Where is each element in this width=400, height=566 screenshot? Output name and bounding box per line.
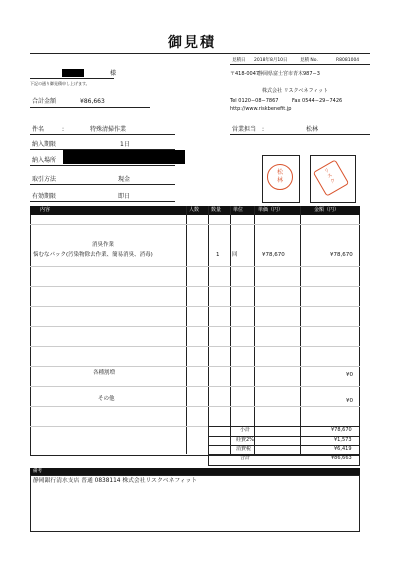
- row-sep: [30, 386, 360, 387]
- total-underline: [30, 107, 150, 108]
- item2-amount: ¥0: [346, 372, 353, 378]
- tax-label: 消費税: [236, 446, 252, 452]
- header-persons: 人数: [189, 207, 200, 213]
- place-underline: [30, 165, 175, 166]
- item3-title: その他: [98, 396, 115, 402]
- estimate-no-label: 見積 No.: [300, 58, 318, 63]
- col-divider-4: [254, 206, 255, 454]
- row-sep: [30, 366, 360, 367]
- total-amount-label: 合計金額: [32, 98, 57, 105]
- grand-total-value: ¥86,663: [331, 455, 352, 461]
- company-url: http://www.riskbenefit.jp: [230, 106, 292, 112]
- meta-underline: [230, 64, 370, 65]
- page-title: 御見積: [168, 35, 216, 51]
- col-divider-5: [300, 206, 301, 454]
- subject-colon: :: [62, 126, 65, 133]
- subtotal-label: 小計: [240, 427, 251, 433]
- items-table: [30, 206, 360, 456]
- subject-value: 特殊清掃作業: [90, 126, 127, 133]
- validity-label: 有効期限: [32, 193, 57, 200]
- company-name: 株式会社 リスクベネフィット: [262, 88, 329, 94]
- header-unit: 単位: [233, 207, 244, 213]
- delivery-period-label: 納入期限: [32, 141, 57, 148]
- client-name-redaction: [62, 69, 84, 77]
- row-sep: [30, 286, 360, 287]
- company-seal-text: リスク: [323, 167, 337, 186]
- row-sep: [30, 346, 360, 347]
- staff-colon: :: [262, 126, 265, 133]
- item1-unit-price: ¥78,670: [262, 252, 285, 258]
- delivery-place-label: 納入場所: [32, 157, 57, 164]
- item2-title: 各種割増: [93, 370, 116, 376]
- subtotal-value: ¥78,670: [331, 427, 352, 433]
- company-tel: Tel 0120−08−7867: [230, 98, 279, 104]
- staff-underline: [230, 134, 370, 135]
- payment-method-value: 現金: [118, 176, 131, 183]
- col-divider-2: [208, 206, 209, 454]
- remarks-text: 静岡銀行清水支店 普通 0838114 株式会社リスクベネフィット: [33, 478, 198, 484]
- client-note: 下記の通り御見積申し上げます。: [30, 81, 90, 86]
- item1-description: 悩むなパック(汚染物除去作業、簡易消臭、消毒): [33, 252, 153, 258]
- header-content: 内容: [40, 207, 51, 213]
- date-value: 2018年8月10日: [254, 58, 288, 63]
- row-sep: [30, 306, 360, 307]
- header-amount: 金額（円）: [314, 207, 340, 213]
- company-postal: 〒418-0047: [230, 71, 260, 77]
- item1-amount: ¥78,670: [330, 252, 353, 258]
- remarks-label: 備考: [33, 469, 42, 474]
- company-address: 静岡県富士宮市青木987−3: [258, 71, 320, 77]
- payment-method-label: 取引方法: [32, 176, 57, 183]
- subject-label: 件名: [32, 126, 45, 133]
- grand-total-label: 合計: [240, 455, 251, 461]
- delivery-place-redaction: [63, 150, 185, 164]
- item3-amount: ¥0: [346, 398, 353, 404]
- header-unit-price: 単価（円）: [258, 207, 284, 213]
- row-sep: [30, 406, 360, 407]
- validity-underline: [30, 201, 175, 202]
- item1-unit: 回: [232, 252, 238, 258]
- delivery-period-value: 1日: [120, 141, 130, 148]
- col-divider-3: [230, 206, 231, 454]
- company-fax: Fax 0544−29−7426: [292, 98, 343, 104]
- staff-name: 松林: [306, 126, 319, 133]
- validity-value: 即日: [118, 193, 131, 200]
- row-sep: [30, 326, 360, 327]
- date-label: 見積日: [232, 58, 246, 63]
- tax-value: ¥6,419: [334, 446, 352, 452]
- personal-seal-text: 松林: [276, 169, 283, 184]
- row-sep: [30, 266, 360, 267]
- staff-label: 営業担当: [232, 126, 257, 133]
- payment-underline: [30, 184, 175, 185]
- estimate-no-value: R8081004: [336, 58, 360, 63]
- item1-quantity: 1: [216, 252, 220, 258]
- remarks-header: [30, 468, 360, 475]
- subject-underline: [30, 134, 175, 135]
- expense-value: ¥1,573: [334, 437, 352, 443]
- expense-label: 経費2%: [236, 437, 254, 443]
- total-amount-value: ¥86,663: [80, 98, 105, 105]
- row-sep: [30, 224, 360, 225]
- item1-title: 消臭作業: [92, 242, 115, 248]
- header-quantity: 数量: [211, 207, 222, 213]
- personal-seal-stamp: [267, 164, 293, 190]
- title-underline: [30, 53, 370, 54]
- client-underline: [30, 78, 114, 79]
- col-divider-1: [186, 206, 187, 454]
- client-suffix: 様: [110, 70, 117, 77]
